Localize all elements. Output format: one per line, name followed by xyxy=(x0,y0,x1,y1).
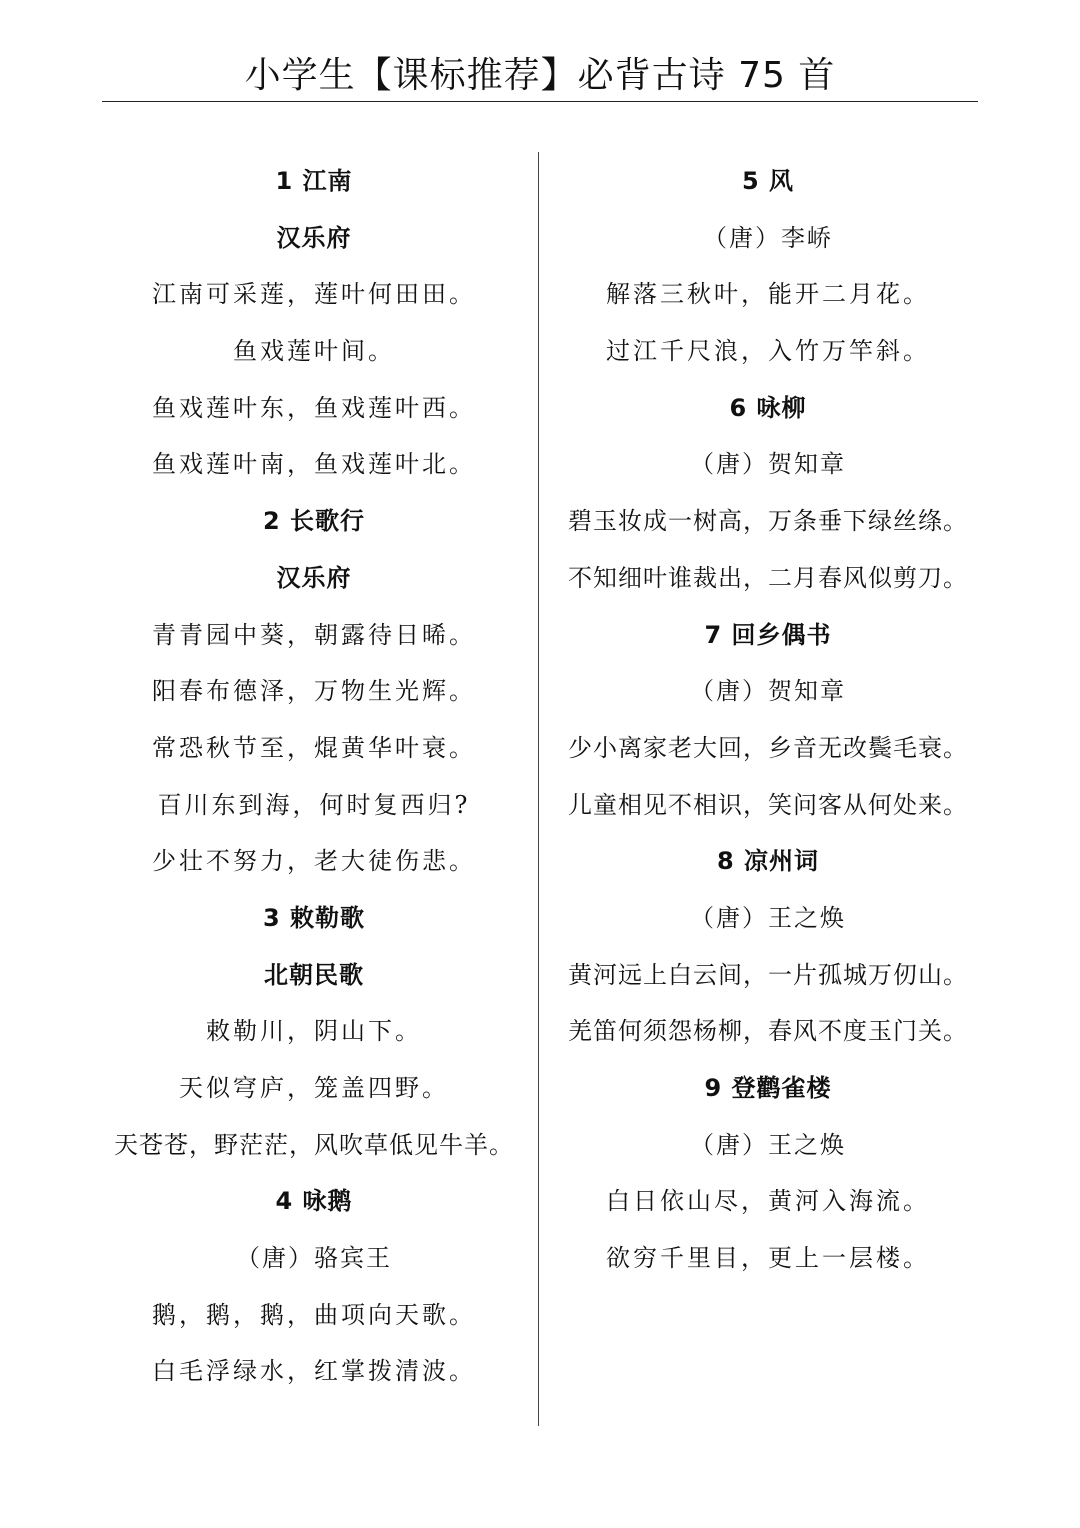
poem-line: 天似穹庐，笼盖四野。 xyxy=(179,1074,449,1102)
poem-title: 1 江南 xyxy=(275,167,353,195)
poem-author: 汉乐府 xyxy=(276,563,352,592)
poem-title: 5 风 xyxy=(741,167,795,195)
poem-author: （唐）王之焕 xyxy=(690,903,846,932)
poem-author: （唐）王之焕 xyxy=(690,1130,846,1159)
poem-title: 6 咏柳 xyxy=(729,393,807,422)
poem-line: 黄河远上白云间，一片孤城万仞山。 xyxy=(568,960,968,989)
poem-line: 江南可采莲，莲叶何田田。 xyxy=(152,280,476,309)
poem-line: 过江千尺浪，入竹万竿斜。 xyxy=(606,337,930,366)
poem-line: 鹅，鹅，鹅，曲项向天歌。 xyxy=(152,1300,476,1329)
poem-author: （唐）贺知章 xyxy=(690,450,846,479)
poem-line: 阳春布德泽，万物生光辉。 xyxy=(152,677,476,706)
poem-title: 2 长歌行 xyxy=(262,507,366,536)
poem-line: 青青园中葵，朝露待日晞。 xyxy=(152,620,476,649)
poem-line: 敕勒川，阴山下。 xyxy=(206,1017,422,1046)
left-column xyxy=(102,153,526,1400)
poem-line: 儿童相见不相识，笑问客从何处来。 xyxy=(568,790,968,819)
poem-title: 8 凉州词 xyxy=(716,847,820,876)
column-divider xyxy=(538,152,539,1426)
poem-line: 少小离家老大回，乡音无改鬓毛衰。 xyxy=(568,733,968,762)
poem-title: 3 敕勒歌 xyxy=(262,903,366,932)
poem-line: 常恐秋节至，焜黄华叶衰。 xyxy=(152,733,476,762)
poem-title: 4 咏鹅 xyxy=(275,1187,353,1216)
poem-line: 不知细叶谁裁出，二月春风似剪刀。 xyxy=(568,563,968,592)
poem-title: 7 回乡偶书 xyxy=(704,620,832,649)
poem-line: 白日依山尽，黄河入海流。 xyxy=(606,1187,930,1216)
poem-line: 碧玉妆成一树高，万条垂下绿丝绦。 xyxy=(568,507,968,536)
poem-line: 鱼戏莲叶南，鱼戏莲叶北。 xyxy=(152,450,476,479)
poem-line: 鱼戏莲叶间。 xyxy=(233,337,395,366)
poem-title: 9 登鹳雀楼 xyxy=(704,1074,832,1102)
page-title: 小学生【课标推荐】必背古诗 75 首 xyxy=(244,55,836,96)
poem-line: 鱼戏莲叶东，鱼戏莲叶西。 xyxy=(152,393,476,422)
poem-author: （唐）骆宾王 xyxy=(236,1244,392,1273)
poem-line: 羌笛何须怨杨柳，春风不度玉门关。 xyxy=(568,1017,968,1046)
poem-line: 天苍苍，野茫茫，风吹草低见牛羊。 xyxy=(114,1130,514,1159)
poem-author: （唐）贺知章 xyxy=(690,677,846,706)
poem-line: 百川东到海，何时复西归? xyxy=(157,790,471,819)
right-column xyxy=(550,153,986,1287)
poem-author: （唐）李峤 xyxy=(703,223,833,252)
poem-line: 少壮不努力，老大徒伤悲。 xyxy=(152,847,476,876)
title-underline xyxy=(102,101,978,102)
poem-line: 白毛浮绿水，红掌拨清波。 xyxy=(152,1357,476,1386)
poem-line: 解落三秋叶，能开二月花。 xyxy=(606,280,930,309)
poem-author: 汉乐府 xyxy=(276,223,352,252)
poem-author: 北朝民歌 xyxy=(264,960,364,989)
poem-line: 欲穷千里目，更上一层楼。 xyxy=(606,1244,930,1273)
